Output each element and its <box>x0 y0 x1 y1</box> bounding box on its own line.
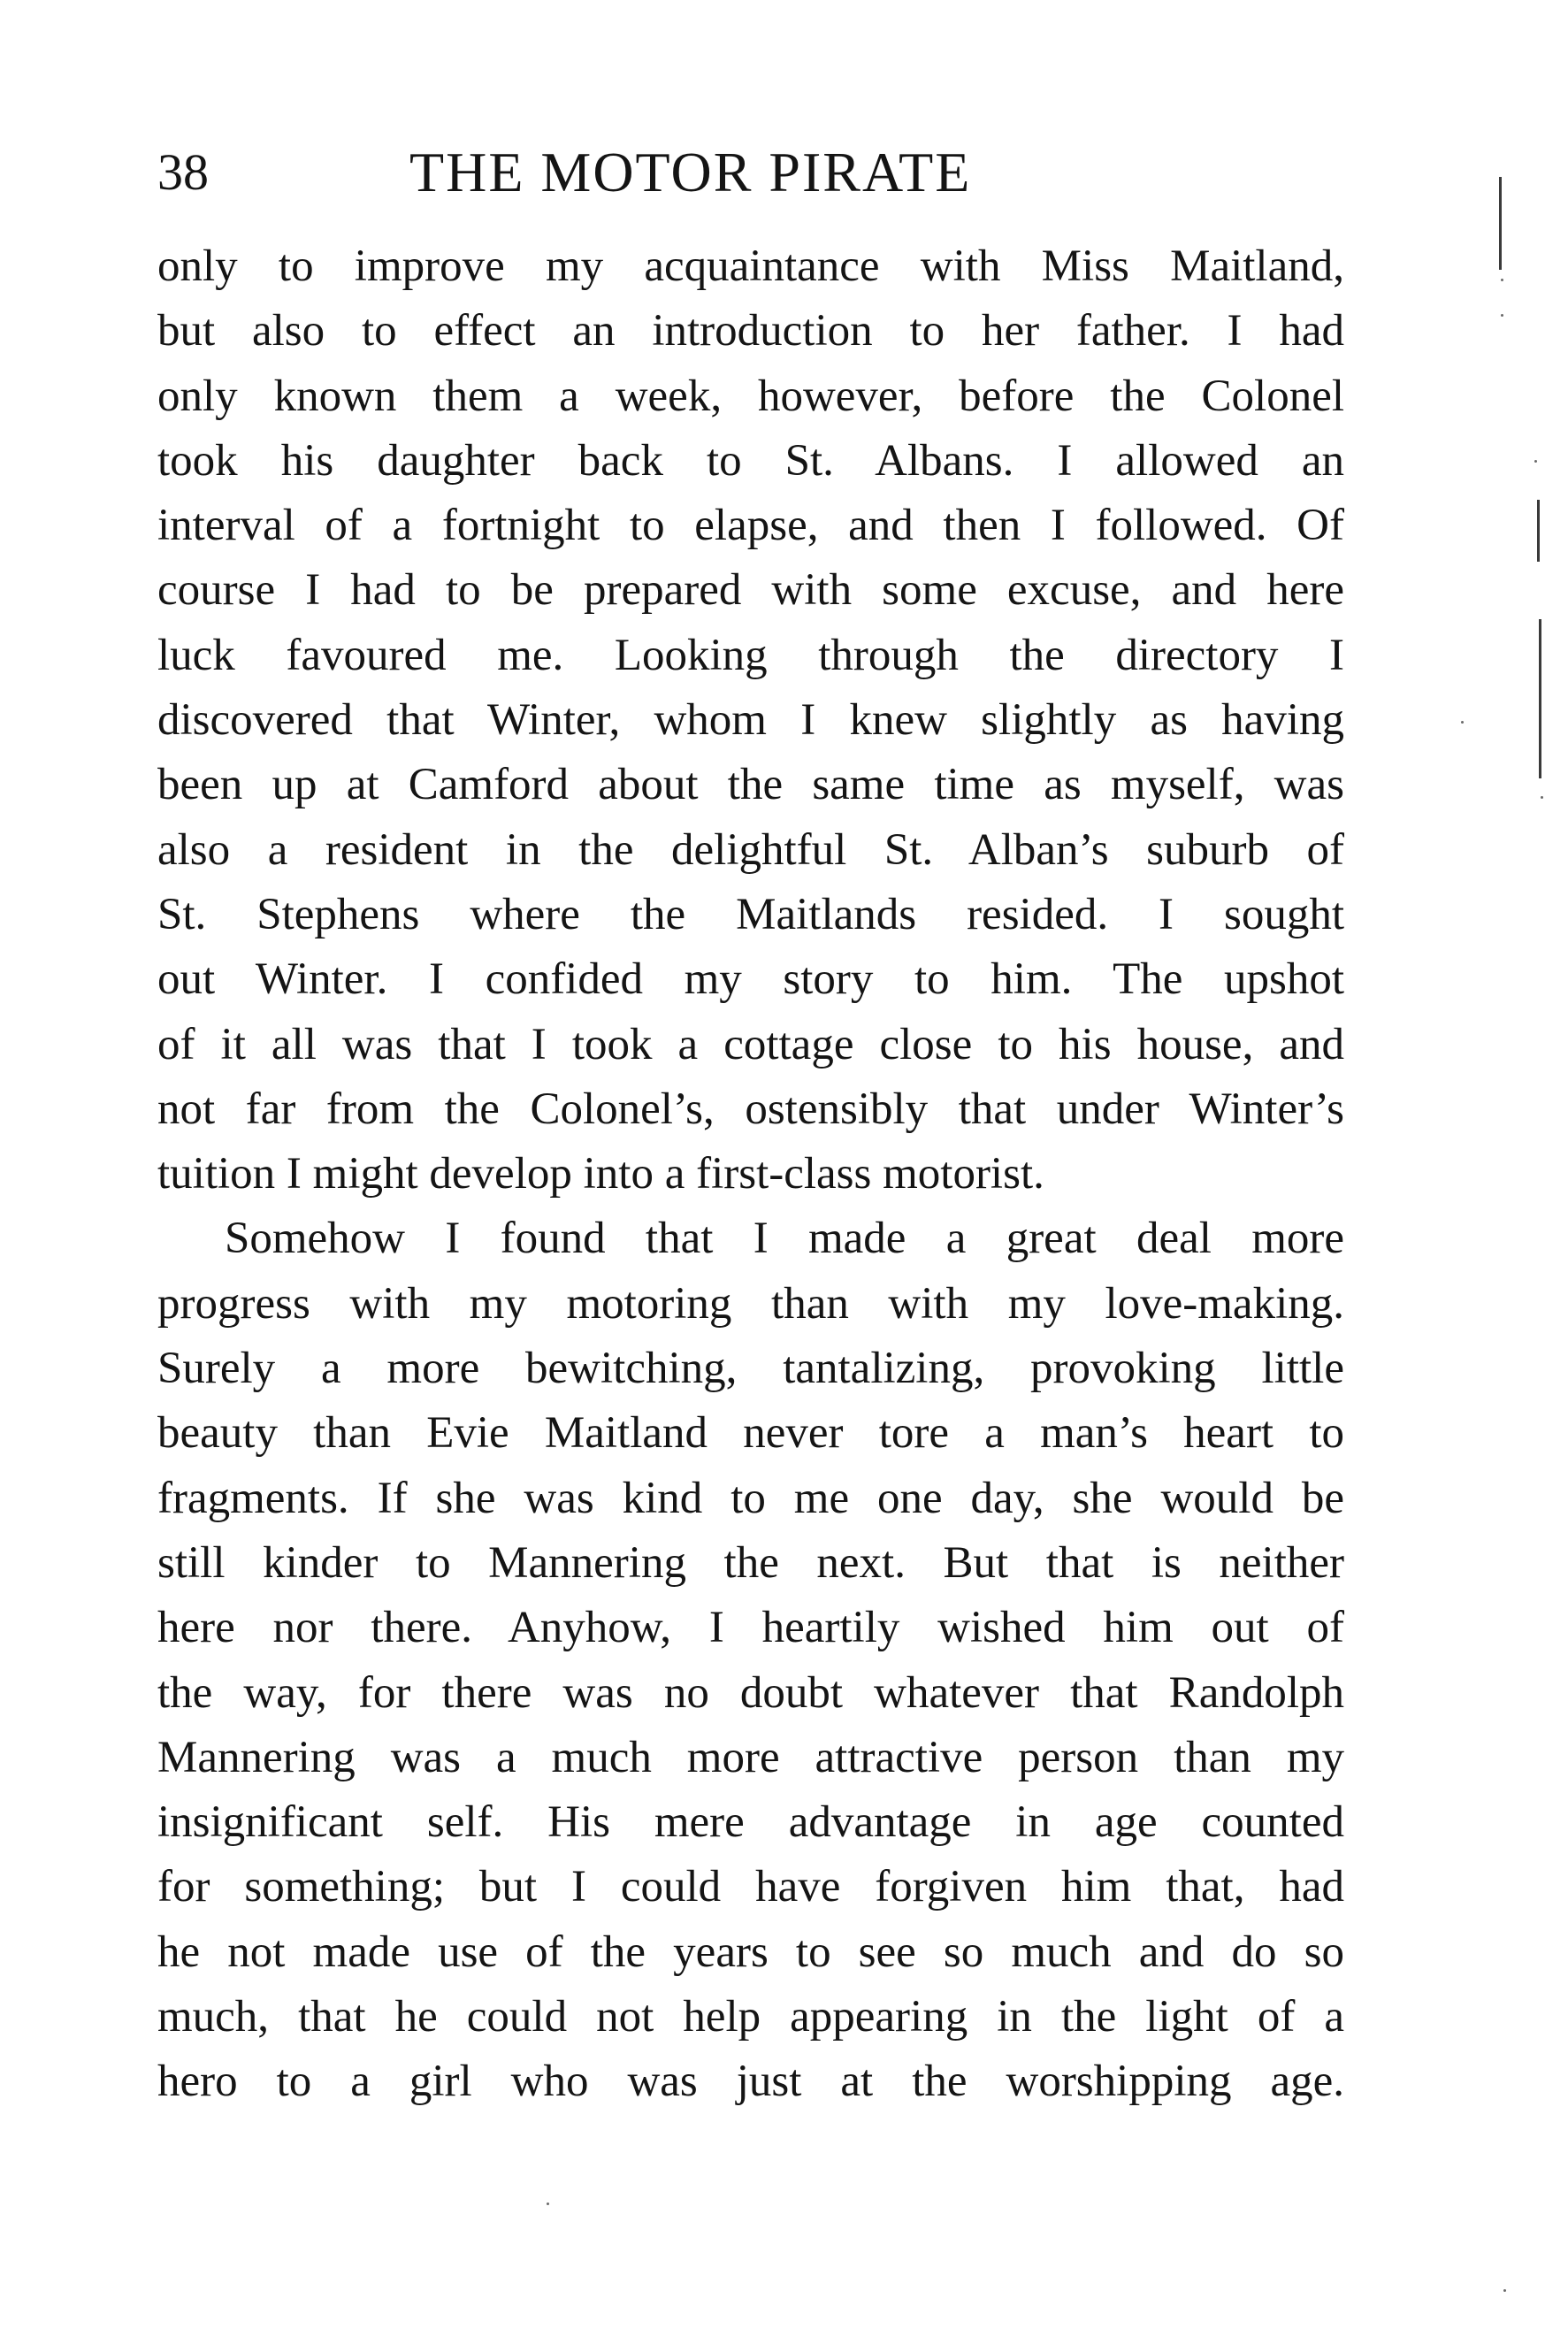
text-line: the way, for there was no doubt whatever that Randolph <box>157 1667 1344 1718</box>
scan-speck <box>1534 460 1537 463</box>
text-line: insignificant self. His mere advantage in age counted <box>157 1797 1344 1848</box>
scan-speck <box>1461 721 1464 724</box>
text-line: been up at Camford about the same time as myself, was <box>157 760 1344 810</box>
text-line: tuition I might develop into a first-class motorist. <box>157 1149 1044 1199</box>
text-line: course I had to be prepared with some excuse, and here <box>157 565 1344 616</box>
text-line: beauty than Evie Maitland never tore a man’s heart to <box>157 1408 1344 1459</box>
text-line: Mannering was a much more attractive person than my <box>157 1732 1344 1782</box>
text-line: but also to effect an introduction to her father. I had <box>157 306 1344 356</box>
text-line: for something; but I could have forgiven him that, had <box>157 1862 1344 1912</box>
text-line: much, that he could not help appearing in the light of a <box>157 1992 1344 2042</box>
text-line: only known them a week, however, before the Colonel <box>157 371 1344 421</box>
body-text <box>157 234 1344 2115</box>
text-line: discovered that Winter, whom I knew slightly as having <box>157 695 1344 746</box>
scan-edge-mark <box>1499 177 1502 270</box>
text-line: still kinder to Mannering the next. But that is neither <box>157 1537 1344 1588</box>
paragraph-1 <box>157 234 1344 1207</box>
scan-edge-mark <box>1539 619 1541 778</box>
text-line: out Winter. I confided my story to him. The upshot <box>157 954 1344 1005</box>
text-line: luck favoured me. Looking through the directory I <box>157 630 1344 680</box>
text-line: took his daughter back to St. Albans. I allowed an <box>157 435 1344 486</box>
text-line: progress with my motoring than with my love-making. <box>157 1278 1344 1329</box>
text-line: only to improve my acquaintance with Miss Maitland, <box>157 241 1344 291</box>
text-line: of it all was that I took a cottage close to his house, and <box>157 1019 1344 1069</box>
scan-speck <box>1501 279 1503 281</box>
scan-speck <box>1503 2289 1506 2292</box>
scan-speck <box>1501 314 1503 317</box>
text-line: Somehow I found that I made a great deal more <box>225 1214 1344 1264</box>
text-line: also a resident in the delightful St. Alban’s suburb of <box>157 824 1344 875</box>
text-line: he not made use of the years to see so much and do so <box>157 1927 1344 1977</box>
running-title: THE MOTOR PIRATE <box>409 141 972 203</box>
text-line: St. Stephens where the Maitlands resided. I sought <box>157 889 1344 939</box>
text-line: hero to a girl who was just at the worshipping age. <box>157 2057 1344 2107</box>
text-line: Surely a more bewitching, tantalizing, provoking little <box>157 1344 1344 1394</box>
text-line: here nor there. Anyhow, I heartily wished him out of <box>157 1603 1344 1653</box>
scan-speck <box>547 2203 549 2205</box>
scan-edge-mark <box>1537 500 1540 562</box>
page-number: 38 <box>157 143 209 201</box>
text-line: not far from the Colonel’s, ostensibly that under Winter’s <box>157 1084 1344 1134</box>
text-line: fragments. If she was kind to me one day, she would be <box>157 1473 1344 1523</box>
paragraph-2 <box>157 1207 1344 2114</box>
text-line: interval of a fortnight to elapse, and then I followed. Of <box>157 501 1344 551</box>
scan-speck <box>1541 796 1543 799</box>
running-head <box>157 133 1342 212</box>
